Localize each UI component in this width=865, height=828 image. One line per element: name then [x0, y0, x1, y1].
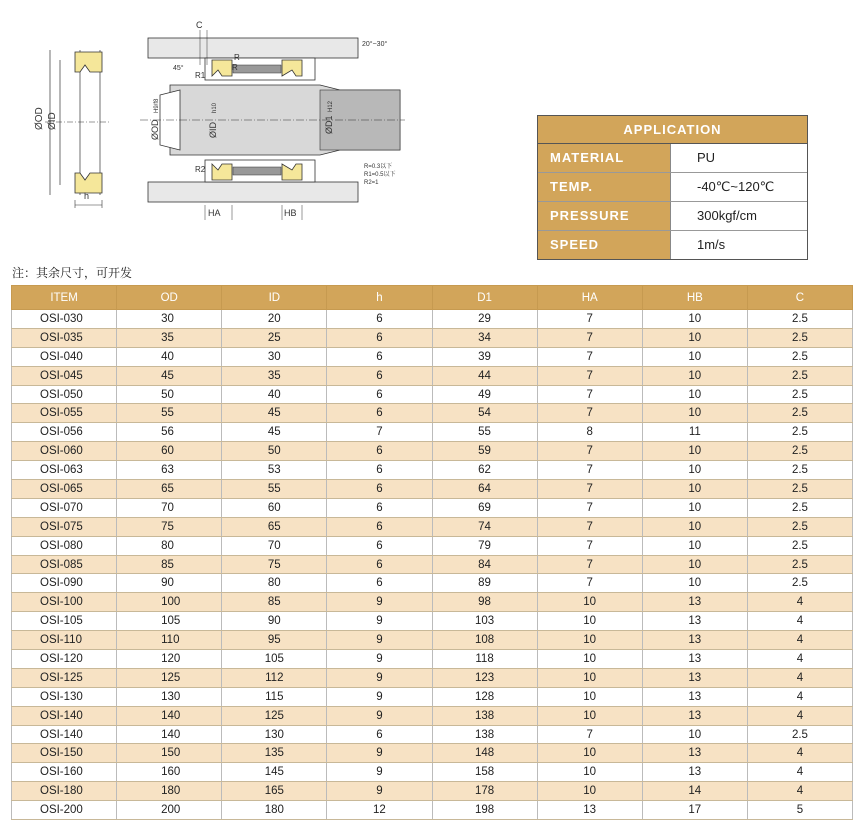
table-cell: 2.5: [747, 480, 852, 499]
table-cell: 2.5: [747, 328, 852, 347]
table-cell: 7: [537, 366, 642, 385]
table-cell: 2.5: [747, 385, 852, 404]
r-label: R: [234, 53, 240, 62]
table-cell: 6: [327, 480, 432, 499]
table-cell: OSI-150: [12, 744, 117, 763]
table-cell: OSI-040: [12, 347, 117, 366]
table-cell: 178: [432, 782, 537, 801]
table-cell: 10: [537, 668, 642, 687]
table-cell: 123: [432, 668, 537, 687]
table-cell: OSI-050: [12, 385, 117, 404]
r1-label: R1: [195, 71, 206, 80]
table-cell: 9: [327, 763, 432, 782]
table-cell: OSI-030: [12, 310, 117, 329]
table-cell: 13: [642, 687, 747, 706]
table-cell: 9: [327, 668, 432, 687]
table-cell: 34: [432, 328, 537, 347]
table-cell: 10: [537, 593, 642, 612]
table-cell: 125: [117, 668, 222, 687]
table-cell: 39: [432, 347, 537, 366]
table-row: [12, 555, 853, 574]
table-cell: OSI-140: [12, 706, 117, 725]
table-cell: OSI-055: [12, 404, 117, 423]
table-cell: 10: [642, 404, 747, 423]
table-row: [12, 366, 853, 385]
application-title: APPLICATION: [538, 116, 807, 144]
table-row: [12, 725, 853, 744]
d1-label: ØD1: [324, 115, 334, 134]
table-cell: 90: [117, 574, 222, 593]
table-cell: 10: [642, 555, 747, 574]
table-cell: 13: [642, 763, 747, 782]
spec-row-pressure: [538, 202, 807, 231]
table-cell: 4: [747, 706, 852, 725]
table-cell: 5: [747, 801, 852, 820]
table-cell: 4: [747, 593, 852, 612]
table-cell: 120: [117, 650, 222, 669]
table-cell: 9: [327, 650, 432, 669]
table-cell: 118: [432, 650, 537, 669]
table-cell: OSI-125: [12, 668, 117, 687]
table-row: [12, 517, 853, 536]
table-cell: 45: [117, 366, 222, 385]
table-row: [12, 498, 853, 517]
table-cell: 135: [222, 744, 327, 763]
table-cell: 6: [327, 498, 432, 517]
table-cell: 103: [432, 612, 537, 631]
table-cell: 11: [642, 423, 747, 442]
table-cell: OSI-200: [12, 801, 117, 820]
table-cell: 9: [327, 782, 432, 801]
table-cell: 200: [117, 801, 222, 820]
hb-label: HB: [284, 208, 297, 218]
table-cell: 56: [117, 423, 222, 442]
seal-cross-section-svg: [20, 10, 420, 230]
table-cell: OSI-100: [12, 593, 117, 612]
spec-row-temp: [538, 173, 807, 202]
table-cell: 55: [222, 480, 327, 499]
table-cell: 95: [222, 631, 327, 650]
table-cell: 6: [327, 366, 432, 385]
table-cell: 2.5: [747, 347, 852, 366]
column-header-od: OD: [117, 286, 222, 310]
table-cell: 10: [537, 706, 642, 725]
table-cell: 2.5: [747, 442, 852, 461]
table-cell: 89: [432, 574, 537, 593]
table-cell: 75: [117, 517, 222, 536]
table-cell: 108: [432, 631, 537, 650]
table-cell: 2.5: [747, 366, 852, 385]
table-cell: 198: [432, 801, 537, 820]
table-cell: 60: [117, 442, 222, 461]
spec-key: SPEED: [538, 231, 671, 259]
table-cell: 7: [537, 574, 642, 593]
spec-row-speed: [538, 231, 807, 259]
table-cell: 63: [117, 461, 222, 480]
spec-key: MATERIAL: [538, 144, 671, 172]
table-cell: 45: [222, 423, 327, 442]
table-cell: 4: [747, 687, 852, 706]
table-cell: 7: [537, 725, 642, 744]
table-cell: 6: [327, 461, 432, 480]
table-row: [12, 631, 853, 650]
table-cell: 6: [327, 555, 432, 574]
table-cell: 10: [537, 650, 642, 669]
table-row: [12, 310, 853, 329]
od-bore-tol: H9/f8: [154, 98, 160, 113]
table-cell: 2.5: [747, 498, 852, 517]
table-cell: 148: [432, 744, 537, 763]
table-cell: 4: [747, 612, 852, 631]
table-cell: 13: [642, 631, 747, 650]
table-row: [12, 744, 853, 763]
column-header-d1: D1: [432, 286, 537, 310]
spec-row-material: [538, 144, 807, 173]
ha-label: HA: [208, 208, 221, 218]
table-cell: 6: [327, 347, 432, 366]
table-body: [12, 310, 853, 820]
table-cell: 6: [327, 310, 432, 329]
table-cell: 128: [432, 687, 537, 706]
table-cell: 10: [642, 480, 747, 499]
table-cell: 2.5: [747, 725, 852, 744]
table-cell: 13: [642, 668, 747, 687]
table-cell: 13: [642, 612, 747, 631]
column-header-h: h: [327, 286, 432, 310]
table-row: [12, 461, 853, 480]
table-cell: 54: [432, 404, 537, 423]
table-cell: OSI-120: [12, 650, 117, 669]
table-row: [12, 404, 853, 423]
table-cell: 85: [222, 593, 327, 612]
d1-tol: H12: [328, 100, 334, 112]
table-cell: 10: [642, 725, 747, 744]
table-cell: 165: [222, 782, 327, 801]
table-cell: 50: [222, 442, 327, 461]
table-row: [12, 328, 853, 347]
table-cell: 7: [537, 310, 642, 329]
table-cell: 98: [432, 593, 537, 612]
table-cell: 7: [537, 385, 642, 404]
table-cell: 29: [432, 310, 537, 329]
table-cell: 2.5: [747, 404, 852, 423]
table-cell: OSI-180: [12, 782, 117, 801]
table-row: [12, 668, 853, 687]
table-cell: 53: [222, 461, 327, 480]
size-table: [11, 285, 853, 820]
table-row: [12, 442, 853, 461]
table-cell: 105: [222, 650, 327, 669]
r2-label: R2: [195, 165, 206, 174]
table-row: [12, 423, 853, 442]
table-cell: 4: [747, 782, 852, 801]
table-cell: 45: [222, 404, 327, 423]
table-cell: 74: [432, 517, 537, 536]
table-row: [12, 650, 853, 669]
table-cell: 10: [537, 763, 642, 782]
table-cell: OSI-080: [12, 536, 117, 555]
table-cell: 13: [642, 706, 747, 725]
radius-note-3: R2=1: [364, 180, 379, 186]
table-cell: 6: [327, 404, 432, 423]
table-cell: 7: [327, 423, 432, 442]
table-cell: OSI-105: [12, 612, 117, 631]
table-cell: 7: [537, 404, 642, 423]
table-cell: 40: [222, 385, 327, 404]
spec-value: -40℃~120℃: [697, 179, 775, 194]
column-header-item: ITEM: [12, 286, 117, 310]
table-cell: 25: [222, 328, 327, 347]
id-rod-tol: h10: [212, 102, 218, 113]
table-cell: 55: [432, 423, 537, 442]
table-row: [12, 687, 853, 706]
table-row: [12, 801, 853, 820]
table-cell: 6: [327, 725, 432, 744]
id-rod-label: ØID: [208, 121, 218, 138]
radius-note-1: R=0.3以下: [364, 164, 393, 170]
table-cell: OSI-130: [12, 687, 117, 706]
table-cell: 138: [432, 706, 537, 725]
table-row: [12, 593, 853, 612]
table-cell: 10: [642, 461, 747, 480]
table-cell: 6: [327, 574, 432, 593]
table-cell: 100: [117, 593, 222, 612]
seal-profile-view: [34, 50, 110, 208]
spec-value: 300kgf/cm: [697, 208, 757, 223]
table-cell: 7: [537, 517, 642, 536]
table-cell: 30: [222, 347, 327, 366]
table-cell: 2.5: [747, 310, 852, 329]
table-cell: 80: [117, 536, 222, 555]
table-cell: 150: [117, 744, 222, 763]
table-cell: OSI-035: [12, 328, 117, 347]
table-cell: 4: [747, 631, 852, 650]
table-cell: 35: [222, 366, 327, 385]
table-row: [12, 347, 853, 366]
table-cell: 85: [117, 555, 222, 574]
table-cell: OSI-060: [12, 442, 117, 461]
table-cell: 9: [327, 612, 432, 631]
table-cell: 105: [117, 612, 222, 631]
table-cell: 6: [327, 385, 432, 404]
table-cell: 9: [327, 744, 432, 763]
table-cell: 59: [432, 442, 537, 461]
table-row: [12, 782, 853, 801]
table-cell: 13: [642, 650, 747, 669]
table-cell: 2.5: [747, 536, 852, 555]
application-spec-box: [537, 115, 808, 260]
radius-note-2: R1=0.5以下: [364, 172, 396, 178]
table-cell: 64: [432, 480, 537, 499]
table-cell: OSI-085: [12, 555, 117, 574]
table-cell: 8: [537, 423, 642, 442]
column-header-hb: HB: [642, 286, 747, 310]
od-bore-label: ØOD: [150, 119, 160, 140]
spec-value: 1m/s: [697, 237, 726, 252]
table-cell: 4: [747, 744, 852, 763]
table-cell: 2.5: [747, 423, 852, 442]
installation-section-view: [140, 20, 405, 220]
table-cell: 110: [117, 631, 222, 650]
table-cell: 10: [642, 347, 747, 366]
table-cell: 115: [222, 687, 327, 706]
od-label: ØOD: [34, 107, 45, 130]
table-cell: 158: [432, 763, 537, 782]
table-cell: OSI-160: [12, 763, 117, 782]
table-cell: 10: [642, 574, 747, 593]
table-cell: 7: [537, 555, 642, 574]
table-cell: OSI-075: [12, 517, 117, 536]
table-cell: OSI-056: [12, 423, 117, 442]
table-cell: 6: [327, 517, 432, 536]
table-cell: 4: [747, 668, 852, 687]
table-cell: 7: [537, 328, 642, 347]
table-cell: 180: [117, 782, 222, 801]
table-cell: 44: [432, 366, 537, 385]
table-cell: 13: [642, 744, 747, 763]
table-cell: 13: [537, 801, 642, 820]
table-cell: 12: [327, 801, 432, 820]
table-cell: 65: [222, 517, 327, 536]
table-cell: 10: [537, 612, 642, 631]
table-cell: 125: [222, 706, 327, 725]
table-cell: 90: [222, 612, 327, 631]
table-cell: 13: [642, 593, 747, 612]
table-cell: OSI-110: [12, 631, 117, 650]
column-header-ha: HA: [537, 286, 642, 310]
table-row: [12, 385, 853, 404]
table-cell: 10: [642, 536, 747, 555]
table-cell: 65: [117, 480, 222, 499]
table-cell: 17: [642, 801, 747, 820]
table-cell: 40: [117, 347, 222, 366]
table-cell: 10: [537, 631, 642, 650]
table-row: [12, 480, 853, 499]
table-cell: 7: [537, 347, 642, 366]
table-cell: 9: [327, 593, 432, 612]
table-cell: 14: [642, 782, 747, 801]
table-cell: 180: [222, 801, 327, 820]
table-cell: OSI-045: [12, 366, 117, 385]
table-cell: 10: [642, 385, 747, 404]
table-row: [12, 574, 853, 593]
table-cell: 60: [222, 498, 327, 517]
table-cell: 9: [327, 687, 432, 706]
table-cell: 84: [432, 555, 537, 574]
table-cell: 6: [327, 442, 432, 461]
spec-key: PRESSURE: [538, 202, 671, 230]
table-cell: 2.5: [747, 517, 852, 536]
table-cell: 55: [117, 404, 222, 423]
h-label: h: [84, 191, 90, 201]
table-cell: 140: [117, 706, 222, 725]
table-cell: OSI-090: [12, 574, 117, 593]
dimension-note: 注：其余尺寸，可开发: [12, 266, 133, 280]
table-cell: 6: [327, 536, 432, 555]
table-cell: 79: [432, 536, 537, 555]
table-cell: 2.5: [747, 574, 852, 593]
table-cell: 7: [537, 461, 642, 480]
table-cell: 49: [432, 385, 537, 404]
table-cell: 80: [222, 574, 327, 593]
table-cell: 9: [327, 631, 432, 650]
table-cell: 130: [117, 687, 222, 706]
table-row: [12, 612, 853, 631]
table-cell: 10: [642, 498, 747, 517]
table-cell: 10: [642, 310, 747, 329]
table-cell: OSI-070: [12, 498, 117, 517]
table-cell: 7: [537, 536, 642, 555]
table-cell: 10: [537, 782, 642, 801]
table-cell: 69: [432, 498, 537, 517]
table-cell: 30: [117, 310, 222, 329]
table-cell: 20: [222, 310, 327, 329]
table-cell: OSI-063: [12, 461, 117, 480]
table-cell: 62: [432, 461, 537, 480]
spec-value: PU: [697, 150, 716, 165]
table-cell: OSI-065: [12, 480, 117, 499]
r-label-2: R: [232, 63, 238, 72]
column-header-id: ID: [222, 286, 327, 310]
spec-key: TEMP.: [538, 173, 671, 201]
table-header-row: [12, 286, 853, 310]
table-cell: 10: [642, 442, 747, 461]
table-cell: 4: [747, 763, 852, 782]
table-cell: 50: [117, 385, 222, 404]
table-cell: 145: [222, 763, 327, 782]
column-header-c: C: [747, 286, 852, 310]
table-cell: 2.5: [747, 555, 852, 574]
table-row: [12, 763, 853, 782]
table-cell: 10: [537, 744, 642, 763]
table-cell: 2.5: [747, 461, 852, 480]
table-cell: 35: [117, 328, 222, 347]
c-label: C: [196, 20, 203, 30]
id-label: ØID: [47, 112, 58, 130]
angle-45-label: 45°: [173, 65, 184, 72]
table-cell: 10: [642, 366, 747, 385]
table-row: [12, 536, 853, 555]
table-cell: 7: [537, 442, 642, 461]
table-cell: 130: [222, 725, 327, 744]
table-cell: 75: [222, 555, 327, 574]
table-cell: 140: [117, 725, 222, 744]
table-cell: 70: [117, 498, 222, 517]
table-cell: 10: [642, 328, 747, 347]
table-row: [12, 706, 853, 725]
table-cell: 138: [432, 725, 537, 744]
seal-technical-drawing: [20, 10, 420, 230]
table-cell: OSI-140: [12, 725, 117, 744]
table-cell: 160: [117, 763, 222, 782]
table-cell: 70: [222, 536, 327, 555]
table-cell: 7: [537, 498, 642, 517]
table-cell: 10: [537, 687, 642, 706]
table-cell: 4: [747, 650, 852, 669]
angle-range-label: 20°~30°: [362, 41, 388, 48]
table-cell: 6: [327, 328, 432, 347]
table-cell: 112: [222, 668, 327, 687]
table-cell: 7: [537, 480, 642, 499]
table-cell: 9: [327, 706, 432, 725]
table-cell: 10: [642, 517, 747, 536]
